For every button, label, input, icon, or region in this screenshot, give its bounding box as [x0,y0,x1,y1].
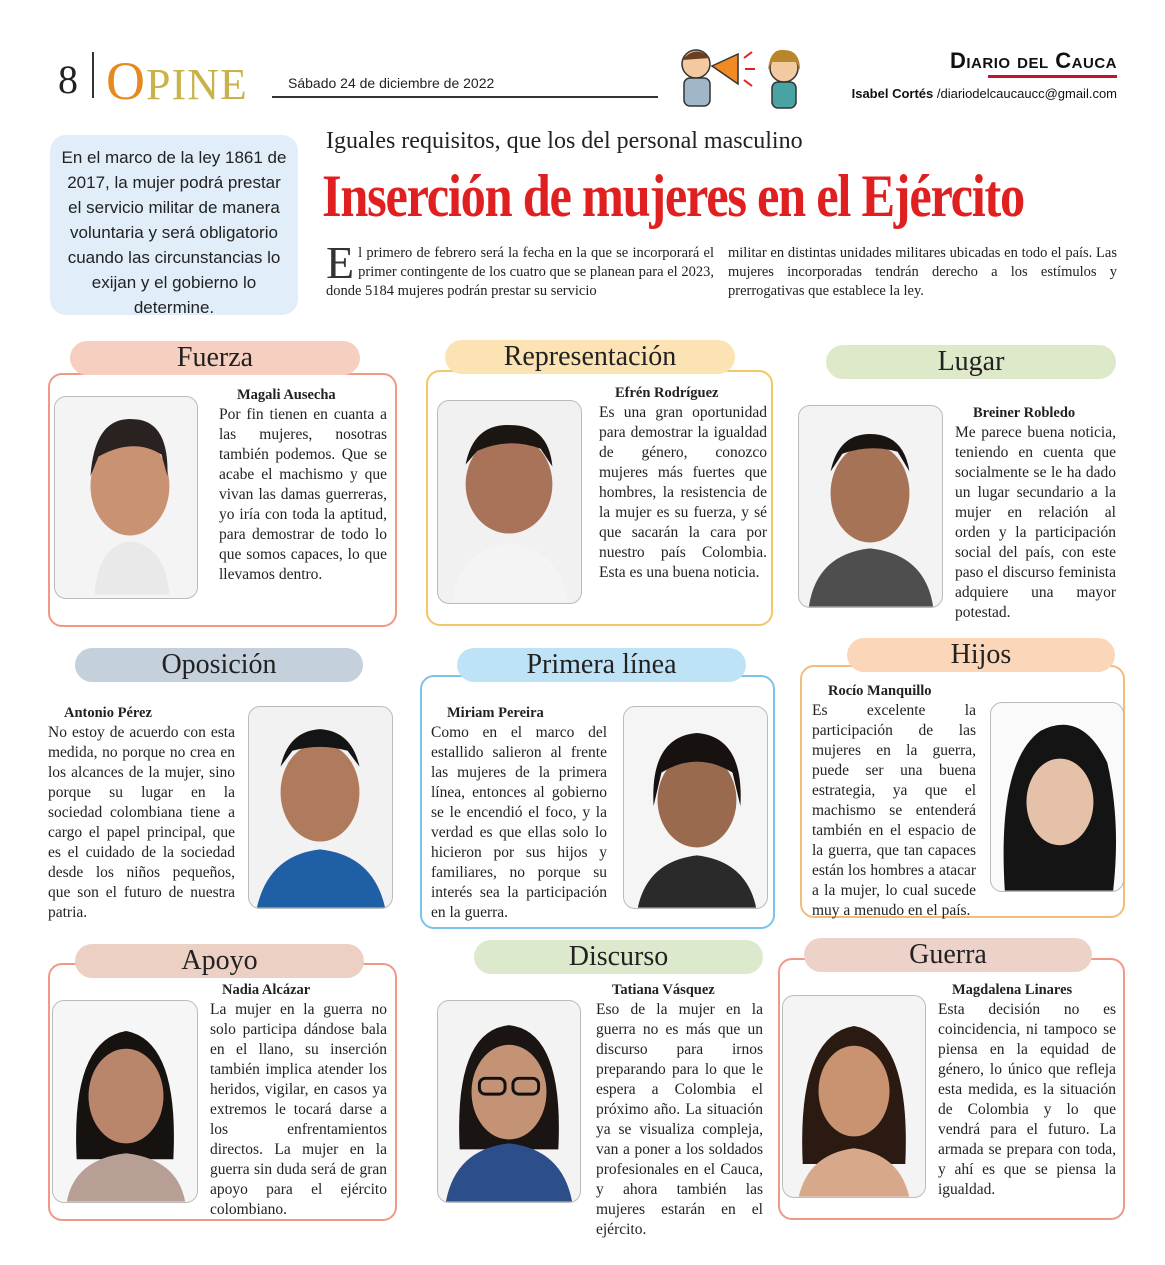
card-apoyo-text [210,980,387,1220]
author-email: /diariodelcaucaucc@gmail.com [936,86,1117,101]
card-guerra-text [938,980,1116,1200]
card-oposicion-text [48,703,235,923]
card-discurso-quote: Eso de la mujer en la guerra no es más que un discurso para irnos preparando para lo que le espera a Colombia el próximo año. La situación ya se visualiza compleja, van a poner a los soldados profesionales en el Cauca, y ahora también las mujeres estarán en el ejército. [596,1001,763,1238]
section-title-initial: O [106,51,146,111]
portrait-nadia-alcazar [52,1000,198,1203]
card-discurso-tag: Discurso [474,940,763,974]
card-oposicion-quote: No estoy de acuerdo con esta medida, no porque no crea en los alcances de la mujer, sino porque su lugar en la sociedad colombiana tiene a cargo el papel principal, que es el cuidado de la sociedad desde los niños pequeños, que son el futuro de nuestra patria. [48,724,235,921]
headline: Inserción de mujeres en el Ejército [322,163,1024,229]
portrait-efren-rodriguez [437,400,582,604]
card-primera-linea-tag: Primera línea [457,648,746,682]
header-divider [92,52,94,98]
card-hijos-text [812,681,976,921]
issue-date: Sábado 24 de diciembre de 2022 [288,75,495,91]
portrait-magdalena-linares [782,995,926,1198]
card-guerra-quote: Esta decisión no es coincidencia, ni tampoco se piensa en la equidad de género, lo único que refleja esta medida, es la situación de Colombia y lo que vendrá para el futuro. La armada se prepara con toda, y ahí es que se piensa la igualdad. [938,1001,1116,1198]
card-apoyo-quote: La mujer en la guerra no solo participa dándose bala en el llano, su inserción también implica atender los heridos, vigilar, en casos ya extremos le tocará darse a los enfrentamientos directos. La mujer en la guerra sin duda será de gran apoyo para el ejército colombiano. [210,1001,387,1218]
card-fuerza-author: Magali Ausecha [237,387,336,403]
section-title [106,50,248,112]
portrait-breiner-robledo [798,405,943,608]
card-primera-linea-author: Miriam Pereira [447,705,544,721]
card-discurso-author: Tatiana Vásquez [612,982,715,998]
page-number: 8 [58,57,78,102]
portrait-tatiana-vasquez [437,1000,581,1203]
card-fuerza-text [219,385,387,585]
card-oposicion-author: Antonio Pérez [64,705,152,721]
card-representacion-quote: Es una gran oportunidad para demostrar la igualdad de género, conozco mujeres más fuertes que hombres, la resistencia de la mujer es su fuerza, y sé que sacarán la cara por nuestro país Colombia. Esta es una buena noticia. [599,404,767,581]
card-oposicion-tag: Oposición [75,648,363,682]
author-name: Isabel Cortés [851,86,934,101]
card-fuerza-tag: Fuerza [70,341,360,375]
card-discurso-text [596,980,763,1240]
card-guerra-tag: Guerra [804,938,1092,972]
lead-column-1 [326,237,714,301]
lead-column-2: militar en distintas unidades militares ubicadas en todo el país. Las mujeres incorporadas tendrán derecho a los estímulos y prerrogativas que establece la ley. [728,245,1117,299]
author-line [852,86,1117,101]
card-apoyo-tag: Apoyo [75,944,364,978]
portrait-magali-ausecha [54,396,198,599]
card-lugar-author: Breiner Robledo [973,405,1076,421]
law-sidebox: En el marco de la ley 1861 de 2017, la mujer podrá prestar el servicio militar de manera voluntaria y será obligatorio cuando las circunstancias lo exijan y el gobierno lo determine. [50,135,298,315]
section-title-rest: PINE [146,60,248,109]
card-fuerza-quote: Por fin tienen en cuanta a las mujeres, nosotras también podemos. Que se acabe el machismo y que vivan las damas guerreras, yo iría con toda la aptitud, para demostrar de todo lo que somos capaces, lo que llevamos dentro. [219,406,387,583]
portrait-miriam-pereira [623,706,768,909]
card-lugar-tag: Lugar [826,345,1116,379]
card-primera-linea-quote: Como en el marco del estallido salieron al frente las mujeres de la primera línea, entonces al gobierno se le encendió el foco, y la verdad es que ellas solo lo hicieron por sus hijos y familiares, no porque su interés sea la participación en la guerra. [431,724,607,921]
card-representacion-text [599,383,767,583]
card-lugar-text [955,403,1116,623]
card-primera-linea-text [431,703,607,923]
megaphone-cartoon-icon [672,40,812,110]
card-hijos-quote: Es excelente la participación de las mujeres en la guerra, puede ser una buena estrategia, ya que el machismo se entenderá también en el espacio de la guerra, que tan capaces están los hombres a atacar a la mujer, lo cual sucede muy a menudo en el país. [812,702,976,919]
card-representacion-tag: Representación [445,340,735,374]
drop-cap: E [326,237,355,288]
card-lugar-quote: Me parece buena noticia, teniendo en cuenta que socialmente se le ha dado un lugar secundario a la mujer en relación al orden y la participación social del país, con este paso el discurso feminista adquiere una mayor potestad. [955,424,1116,621]
kicker: Iguales requisitos, que los del personal masculino [326,128,803,154]
lead-text-1: l primero de febrero será la fecha en la que se incorporará el primer contingente de los cuatro que se planean para el 2023, donde 5184 mujeres podrán prestar su servicio [326,245,714,299]
card-hijos-tag: Hijos [847,638,1115,672]
card-apoyo-author: Nadia Alcázar [222,982,311,998]
portrait-antonio-perez [248,706,393,909]
masthead: Diario del Cauca [950,48,1117,73]
card-hijos-author: Rocío Manquillo [828,683,932,699]
portrait-rocio-manquillo [990,702,1124,892]
card-representacion-author: Efrén Rodríguez [615,385,719,401]
card-guerra-author: Magdalena Linares [952,982,1073,998]
masthead-rule [988,75,1117,78]
date-rule [272,96,658,98]
